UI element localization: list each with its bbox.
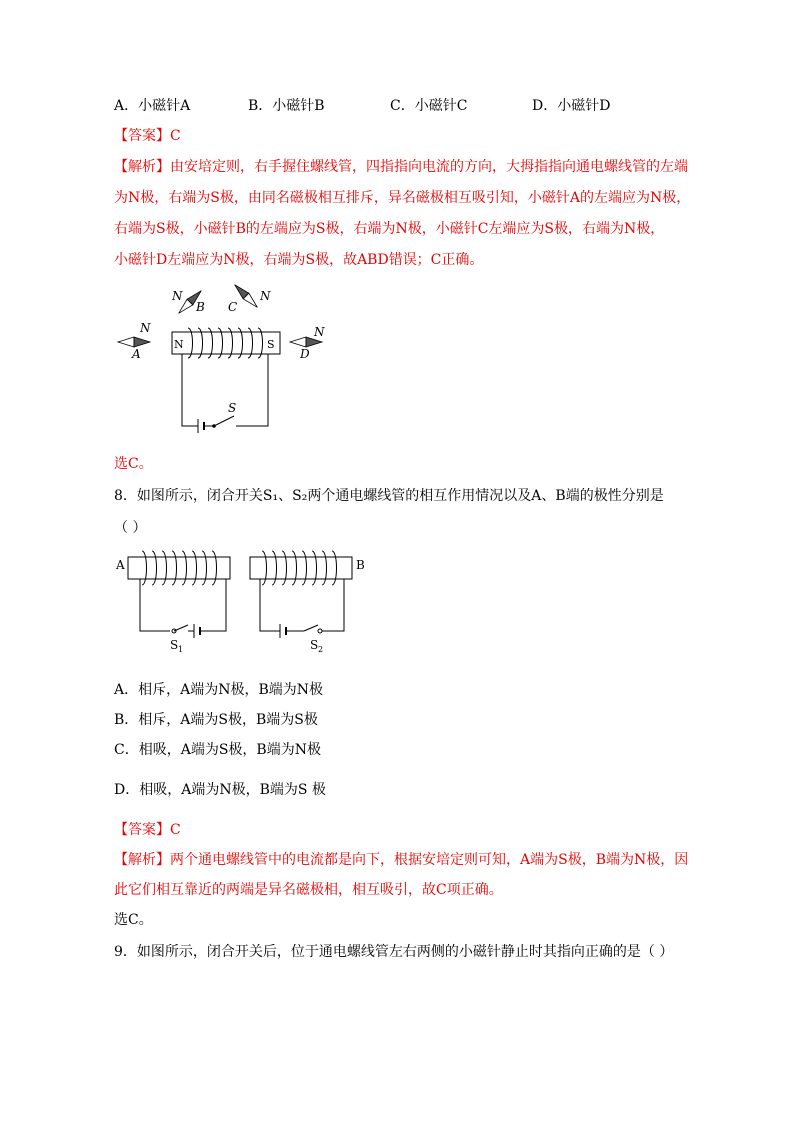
q8-two-solenoids-figure (112, 545, 372, 655)
q7-solenoid-figure (110, 280, 370, 440)
needle-b-label: B (196, 300, 205, 314)
solenoid-body (172, 332, 280, 354)
q8-answer: 【答案】C (114, 822, 181, 838)
q7-option-c: C．小磁针C (390, 98, 468, 114)
q8-option-a: A．相斥，A端为N极，B端为N极 (114, 682, 324, 698)
needle-a-n-label: N (140, 321, 151, 335)
needle-b-n-label: N (172, 289, 183, 303)
q7-choose: 选C。 (114, 456, 153, 472)
q8-option-d: D．相吸，A端为N极，B端为S 极 (114, 782, 326, 798)
q8-stem: 8．如图所示，闭合开关S₁、S₂两个通电螺线管的相互作用情况以及A、B端的极性分别是 (114, 488, 664, 504)
switch-label: S (228, 401, 237, 415)
q8-analysis-line-1: 【解析】两个通电螺线管中的电流都是向下，根据安培定则可知，A端为S极，B端为N极，因 (114, 852, 689, 868)
q8-switch1-subscript: 1 (178, 645, 184, 654)
q7-option-b: B．小磁针B (248, 98, 325, 114)
q8-end-b: B (356, 558, 365, 572)
q8-solenoid-left-body (128, 557, 230, 579)
q7-analysis-line-4: 小磁针D左端应为N极，右端为S极，故ABD错误；C正确。 (114, 252, 484, 268)
needle-a-label: A (132, 347, 141, 361)
q7-options (114, 95, 734, 117)
q8-option-c: C．相吸，A端为S极，B端为N极 (114, 742, 321, 758)
q8-solenoid-left-coil (142, 551, 217, 585)
solenoid-right-pole: S (267, 338, 275, 351)
q8-analysis-line-2: 此它们相互靠近的两端是异名磁极相，相互吸引，故C项正确。 (114, 882, 503, 898)
solenoid-left-pole: N (174, 338, 184, 351)
needle-c-n-label: N (260, 289, 271, 303)
q7-answer: 【答案】C (114, 128, 181, 144)
q8-switch2-label: S (310, 638, 319, 652)
q8-end-a: A (116, 558, 125, 572)
q7-option-d: D．小磁针D (532, 98, 611, 114)
q9-stem: 9．如图所示，闭合开关后，位于通电螺线管左右两侧的小磁针静止时其指向正确的是（ ） (114, 944, 674, 960)
q8-solenoid-right-coil (262, 551, 337, 585)
q7-option-a: A．小磁针A (114, 98, 191, 114)
q8-switch2-subscript: 2 (318, 645, 324, 654)
q7-analysis-line-1: 【解析】由安培定则，右手握住螺线管，四指指向电流的方向，大拇指指向通电螺线管的左端 (114, 159, 688, 175)
switch-blade (214, 416, 234, 426)
needle-d-label: D (300, 347, 310, 361)
needle-c-label: C (228, 300, 238, 314)
needle-d-n-label: N (314, 325, 325, 339)
needle-a (118, 337, 150, 347)
q7-analysis-line-3: 右端为S极，小磁针B的左端应为S极，右端为N极，小磁针C左端应为S极，右端为N极， (114, 221, 665, 237)
q8-option-b: B．相斥，A端为S极，B端为S极 (114, 712, 318, 728)
q8-switch1-label: S (170, 638, 179, 652)
q8-answer-paren: （ ） (114, 520, 147, 536)
q8-choose: 选C。 (114, 912, 153, 928)
q7-analysis-line-2: 为N极，右端为S极，由同名磁极相互排斥，异名磁极相互吸引知，小磁针A的左端应为N极， (114, 190, 691, 206)
